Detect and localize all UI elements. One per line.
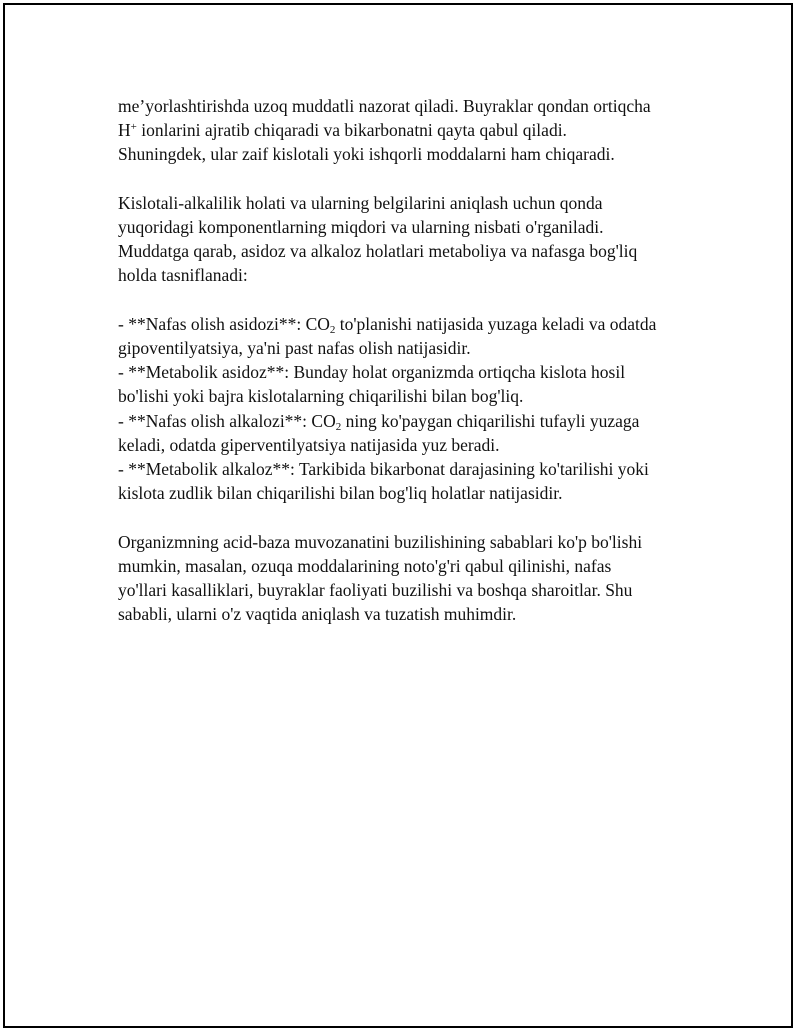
text-line: holda tasniflanadi: [118, 265, 248, 286]
list-item-metabolic-alkalosis [118, 457, 698, 505]
text-line: - **Metabolik asidoz**: Bunday holat organizmda ortiqcha kislota hosil [118, 362, 626, 383]
list-item-respiratory-acidosis [118, 312, 698, 360]
list-item-respiratory-alkalosis [118, 409, 698, 457]
text-line: yo'llari kasalliklari, buyraklar faoliyati buzilishi va boshqa sharoitlar. Shu [118, 580, 633, 601]
paragraph-causes [118, 530, 698, 627]
text-line: Shuningdek, ular zaif kislotali yoki ishqorli moddalarni ham chiqaradi. [118, 144, 615, 165]
text-span: ionlarini ajratib chiqaradi va bikarbonatni qayta qabul qiladi. [136, 120, 567, 141]
text-line: mumkin, masalan, ozuqa moddalarining noto'g'ri qabul qilinishi, nafas [118, 555, 612, 576]
paragraph-classification [118, 191, 698, 288]
subscript-two: 2 [329, 323, 336, 336]
text-line: yuqoridagi komponentlarning miqdori va ularning nisbati o'rganiladi. [118, 217, 604, 237]
paragraph-kidney-regulation [118, 94, 698, 167]
hydrogen-symbol: H [118, 120, 131, 141]
text-line: kislota zudlik bilan chiqarilishi bilan bog'liq holatlar natijasidir. [118, 483, 563, 504]
subscript-two: 2 [335, 420, 342, 433]
text-line [118, 409, 698, 433]
disorder-list [118, 312, 698, 506]
text-line: gipoventilyatsiya, ya'ni past nafas olish natijasidir. [118, 338, 471, 358]
text-line: bo'lishi yoki bajra kislotalarning chiqarilishi bilan bog'liq. [118, 386, 524, 407]
text-line: Kislotali-alkalilik holati va ularning belgilarini aniqlash uchun qonda [118, 192, 603, 213]
superscript-plus: + [130, 121, 137, 134]
page-content [118, 94, 698, 651]
text-line: sababli, ularni o'z vaqtida aniqlash va tuzatish muhimdir. [118, 604, 517, 625]
text-line: keladi, odatda giperventilyatsiya natijasida yuz beradi. [118, 434, 500, 455]
text-line [118, 312, 698, 336]
text-line [118, 118, 698, 142]
text-line: - **Metabolik alkaloz**: Tarkibida bikarbonat darajasining ko'tarilishi yoki [118, 459, 649, 480]
text-span: ning ko'paygan chiqarilishi tufayli yuzaga [341, 410, 640, 431]
text-line: me’yorlashtirishda uzoq muddatli nazorat qiladi. Buyraklar qondan ortiqcha [118, 96, 651, 116]
text-line: Muddatga qarab, asidoz va alkaloz holatlari metaboliya va nafasga bog'liq [118, 241, 638, 262]
text-span: - **Nafas olish alkalozi**: CO [118, 410, 336, 431]
text-span: to'planishi natijasida yuzaga keladi va odatda [335, 313, 657, 334]
text-span: - **Nafas olish asidozi**: CO [118, 313, 330, 334]
text-line: Organizmning acid-baza muvozanatini buzilishining sabablari ko'p bo'lishi [118, 531, 643, 552]
list-item-metabolic-acidosis [118, 360, 698, 408]
